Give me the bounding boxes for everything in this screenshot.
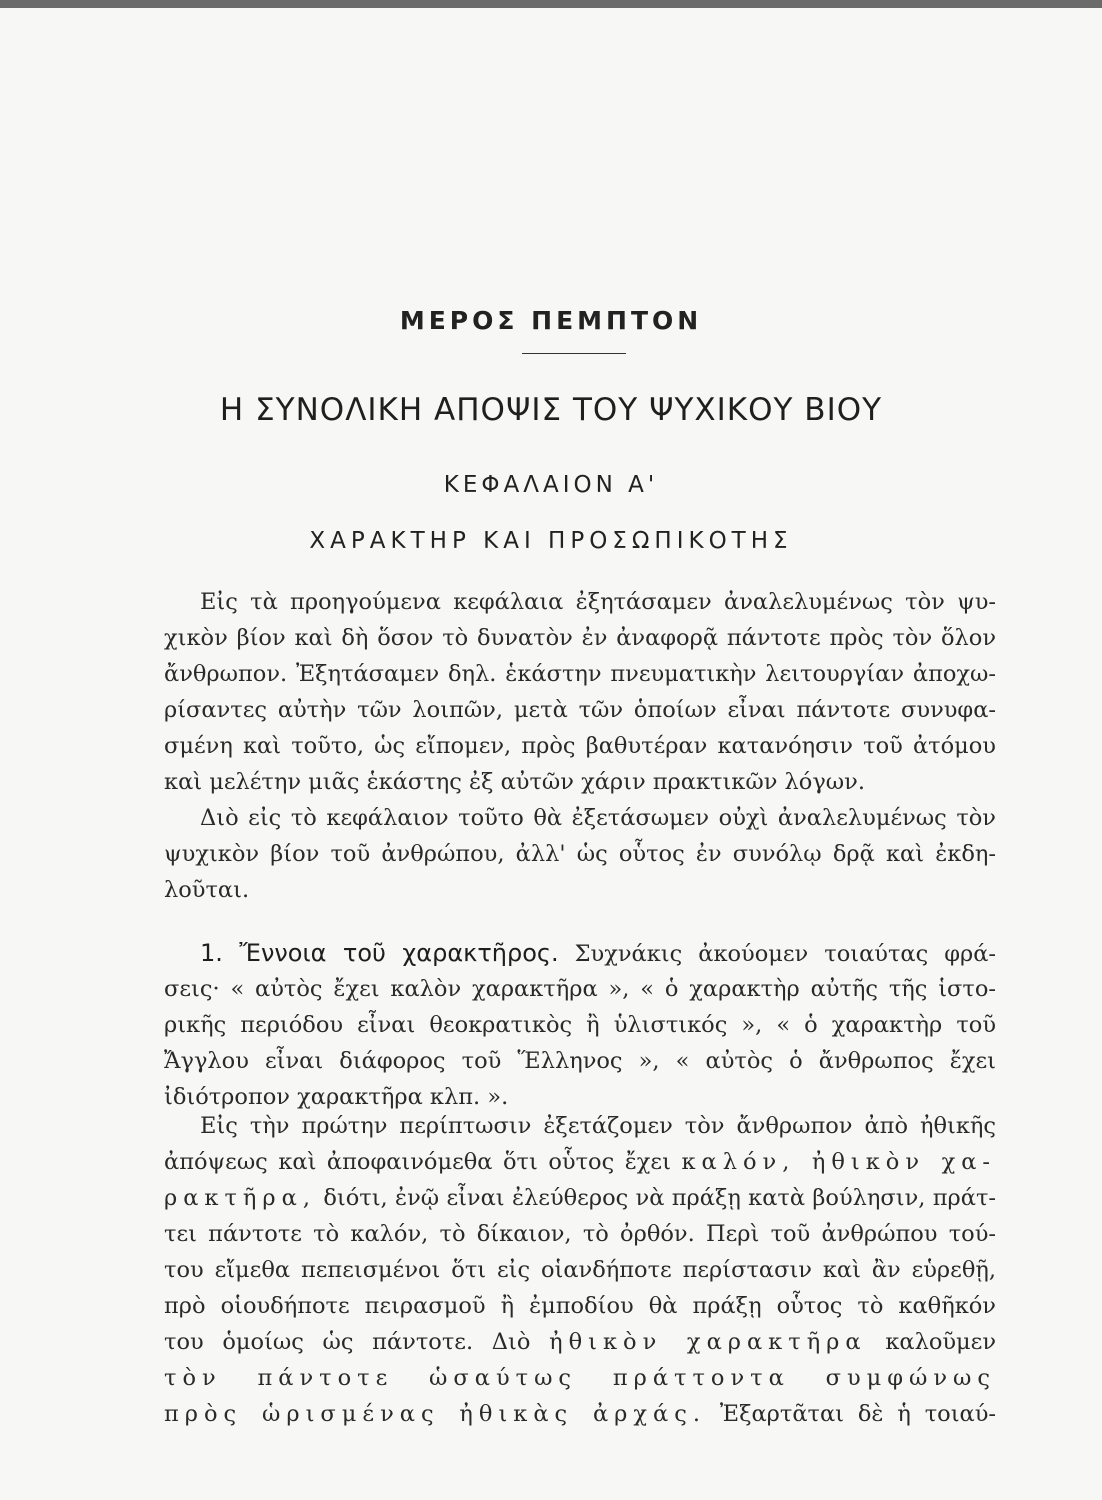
text-line: σμένη καὶ τοῦτο, ὡς εἴπομεν, πρὸς βαθυτέραν κατανόησιν τοῦ ἀτόμου	[164, 733, 996, 759]
text-run: καλοῦμεν	[885, 1329, 997, 1355]
spaced-emphasis: ἠθικὸν χαρακτῆρα	[549, 1329, 867, 1355]
text-run: Συχνάκις ἀκούομεν τοιαύτας φρά-	[574, 941, 996, 967]
text-line: Ἄγγλου εἶναι διάφορος τοῦ Ἕλληνος », « αὐτὸς ὁ ἄνθρωπος ἔχει	[164, 1048, 996, 1074]
text-line: πρὸ οἱουδήποτε πειρασμοῦ ἢ ἐμποδίου θὰ πράξῃ οὗτος τὸ καθῆκόν	[164, 1293, 996, 1319]
text-line: σεις· « αὐτὸς ἔχει καλὸν χαρακτῆρα », « ὁ χαρακτὴρ αὐτῆς τῆς ἱστο-	[164, 976, 996, 1002]
text-run: ἀπόψεως καὶ ἀποφαινόμεθα ὅτι οὗτος ἔχει	[164, 1149, 671, 1175]
text-line	[164, 1396, 996, 1432]
text-line: ψυχικὸν βίον τοῦ ἀνθρώπου, ἀλλ' ὡς οὗτος ἐν συνόλῳ δρᾷ καὶ ἐκδη-	[164, 841, 996, 867]
section-1	[164, 935, 996, 1115]
text-line: χικὸν βίον καὶ δὴ ὅσον τὸ δυνατὸν ἐν ἀναφορᾷ πάντοτε πρὸς τὸν ὅλον	[164, 625, 996, 651]
main-title: Η ΣΥΝΟΛΙΚΗ ΑΠΟΨΙΣ ΤΟΥ ΨΥΧΙΚΟΥ ΒΙΟΥ	[219, 392, 883, 428]
intro-paragraph-2	[164, 800, 996, 908]
section-first-line	[164, 935, 996, 971]
section-heading: 1. Ἔννοια τοῦ χαρακτῆρος.	[200, 939, 559, 967]
text-run: Ἐξαρτᾶται δὲ ἡ τοιαύ-	[719, 1401, 996, 1427]
text-run: διότι, ἐνῷ εἶναι ἐλεύθερος νὰ πράξῃ κατὰ βούλησιν, πράτ-	[323, 1185, 996, 1211]
text-line: τει πάντοτε τὸ καλόν, τὸ δίκαιον, τὸ ὀρθόν. Περὶ τοῦ ἀνθρώπου τού-	[164, 1221, 996, 1247]
scan-top-edge	[0, 0, 1102, 8]
text-line: ἄνθρωπον. Ἐξητάσαμεν δηλ. ἑκάστην πνευματικὴν λειτουργίαν ἀποχω-	[164, 661, 996, 687]
text-run: του ὁμοίως ὡς πάντοτε. Διὸ	[164, 1329, 531, 1355]
spaced-emphasis-line: τὸν πάντοτε ὡσαύτως πράττοντα συμφώνως	[164, 1365, 996, 1391]
intro-paragraph	[164, 584, 996, 800]
text-line	[164, 1324, 996, 1360]
spaced-emphasis: ρακτῆρα,	[164, 1185, 316, 1211]
text-line: καὶ μελέτην μιᾶς ἑκάστης ἐξ αὐτῶν χάριν πρακτικῶν λόγων.	[164, 769, 865, 795]
chapter-subtitle: ΧΑΡΑΚΤΗΡ ΚΑΙ ΠΡΟΣΩΠΙΚΟΤΗΣ	[309, 528, 793, 554]
title-divider	[522, 353, 626, 354]
text-line: Εἰς τὴν πρώτην περίπτωσιν ἐξετάζομεν τὸν ἄνθρωπον ἀπὸ ἠθικῆς	[200, 1113, 996, 1139]
spaced-emphasis: καλόν, ἠθικὸν χα-	[681, 1149, 997, 1175]
chapter-heading: ΚΕΦΑΛΑΙΟΝ Α'	[443, 472, 659, 498]
text-line: ρικῆς περιόδου εἶναι θεοκρατικὸς ἢ ὑλιστικός », « ὁ χαρακτὴρ τοῦ	[164, 1012, 996, 1038]
text-line	[164, 1144, 996, 1180]
text-line: του εἴμεθα πεπεισμένοι ὅτι εἰς οἱανδήποτε περίστασιν καὶ ἂν εὑρεθῇ,	[164, 1257, 996, 1283]
part-title: ΜΕΡΟΣ ΠΕΜΠΤΟΝ	[399, 306, 703, 335]
paragraph-3	[164, 1108, 996, 1432]
text-line	[164, 1180, 996, 1216]
text-line: Εἰς τὰ προηγούμενα κεφάλαια ἐξητάσαμεν ἀναλελυμένως τὸν ψυ-	[200, 589, 996, 615]
text-line: Διὸ εἰς τὸ κεφάλαιον τοῦτο θὰ ἐξετάσωμεν οὐχὶ ἀναλελυμένως τὸν	[200, 805, 996, 831]
spaced-emphasis: πρὸς ὡρισμένας ἠθικὰς ἀρχάς.	[164, 1401, 706, 1427]
text-line: ρίσαντες αὐτὴν τῶν λοιπῶν, μετὰ τῶν ὁποίων εἶναι πάντοτε συνυφα-	[164, 697, 996, 723]
text-line: ἰδιότροπον χαρακτῆρα κλπ. ».	[164, 1084, 509, 1110]
text-line: λοῦται.	[164, 877, 250, 903]
